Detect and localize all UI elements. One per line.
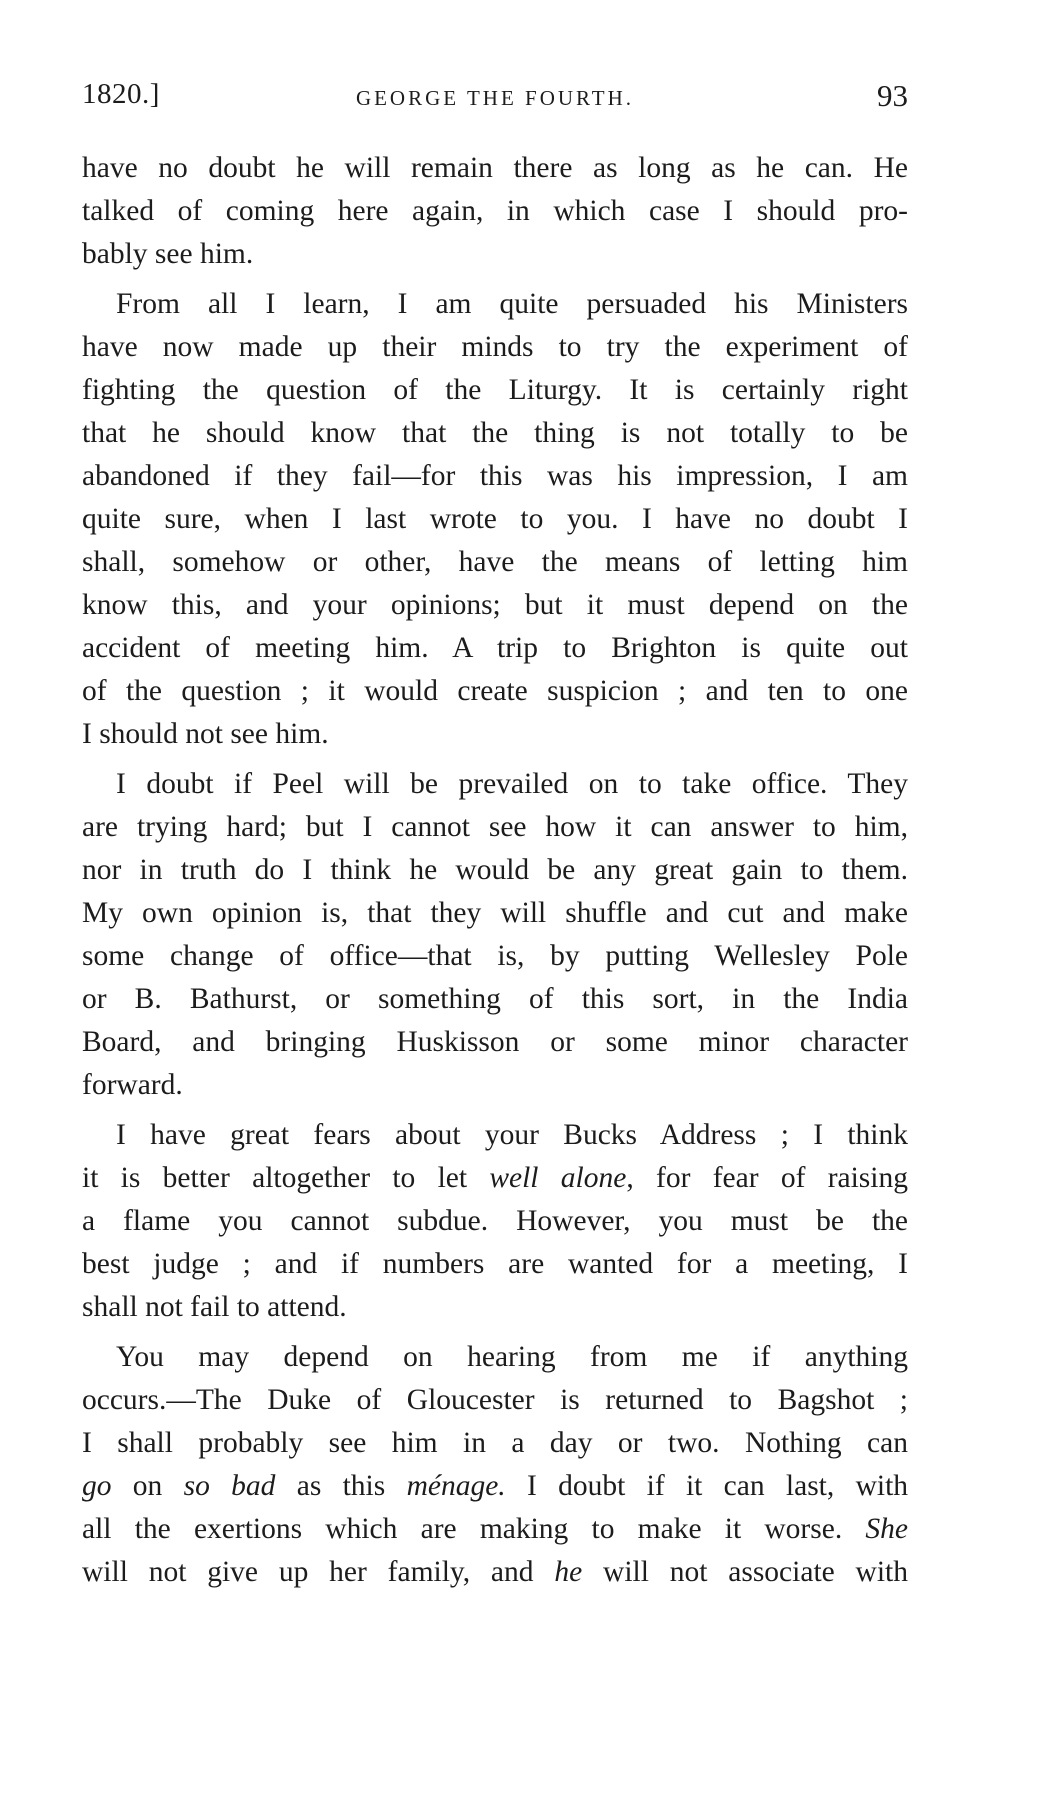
text-line: From all I learn, I am quite persuaded his Ministers [116,288,908,320]
text-run: on [111,1470,184,1502]
text-line: I have great fears about your Bucks Address ; I think [116,1119,908,1151]
text-line [82,1508,908,1551]
text-line: are trying hard; but I cannot see how it can answer to him, [82,811,908,843]
text-run: , for fear of raising [626,1162,908,1194]
italic-text: She [865,1513,908,1545]
body-text [82,147,908,1601]
text-run: all the exertions which are making to make it worse. [82,1513,866,1545]
text-line: fighting the question of the Liturgy. It is certainly right [82,374,908,406]
paragraph-5 [82,1336,908,1594]
text-line: You may depend on hearing from me if anything [116,1341,908,1373]
text-line [82,1157,908,1200]
text-line: Board, and bringing Huskisson or some minor character [82,1026,908,1058]
text-line: occurs.—The Duke of Gloucester is returned to Bagshot ; [82,1384,908,1416]
text-line: a flame you cannot subdue. However, you must be the [82,1205,908,1237]
text-line: shall not fail to attend. [82,1291,347,1323]
italic-text: so bad [183,1470,276,1502]
paragraph-4 [82,1114,908,1329]
text-line [82,1551,908,1594]
text-line: of the question ; it would create suspicion ; and ten to one [82,675,908,707]
text-line: some change of office—that is, by putting Wellesley Pole [82,940,908,972]
text-line: nor in truth do I think he would be any great gain to them. [82,854,908,886]
text-run: it is better altogether to let [82,1162,490,1194]
italic-text: ménage. [406,1470,506,1502]
italic-text: well alone [489,1162,627,1194]
text-line: I shall probably see him in a day or two. Nothing can [82,1427,908,1459]
text-run: I doubt if it can last, with [505,1470,909,1502]
paragraph-2 [82,283,908,756]
page-number: 93 [877,78,908,113]
text-line: bably see him. [82,238,254,270]
text-line: have no doubt he will remain there as long as he can. He [82,152,908,184]
text-line: I doubt if Peel will be prevailed on to take office. They [116,768,908,800]
header-title: GEORGE THE FOURTH. [355,86,635,110]
paragraph-3 [82,763,908,1107]
text-line: quite sure, when I last wrote to you. I have no doubt I [82,503,908,535]
text-line: abandoned if they fail—for this was his impression, I am [82,460,908,492]
text-line: I should not see him. [82,718,329,750]
text-line: accident of meeting him. A trip to Brighton is quite out [82,632,908,664]
text-run: as this [275,1470,407,1502]
italic-text: he [554,1556,583,1588]
text-line: My own opinion is, that they will shuffle and cut and make [82,897,908,929]
text-line: talked of coming here again, in which case I should pro- [82,195,908,227]
text-line: or B. Bathurst, or something of this sort, in the India [82,983,908,1015]
text-line: best judge ; and if numbers are wanted for a meeting, I [82,1248,908,1280]
text-run: will not associate with [582,1556,908,1588]
text-run: will not give up her family, and [82,1556,555,1588]
text-line: that he should know that the thing is not totally to be [82,417,908,449]
text-line [82,1465,908,1508]
text-line: know this, and your opinions; but it must depend on the [82,589,908,621]
running-head [82,78,908,124]
text-line: have now made up their minds to try the experiment of [82,331,908,363]
paragraph-1 [82,147,908,276]
italic-text: go [82,1470,112,1502]
text-line: forward. [82,1069,183,1101]
header-year: 1820.] [82,78,160,110]
text-line: shall, somehow or other, have the means of letting him [82,546,908,578]
